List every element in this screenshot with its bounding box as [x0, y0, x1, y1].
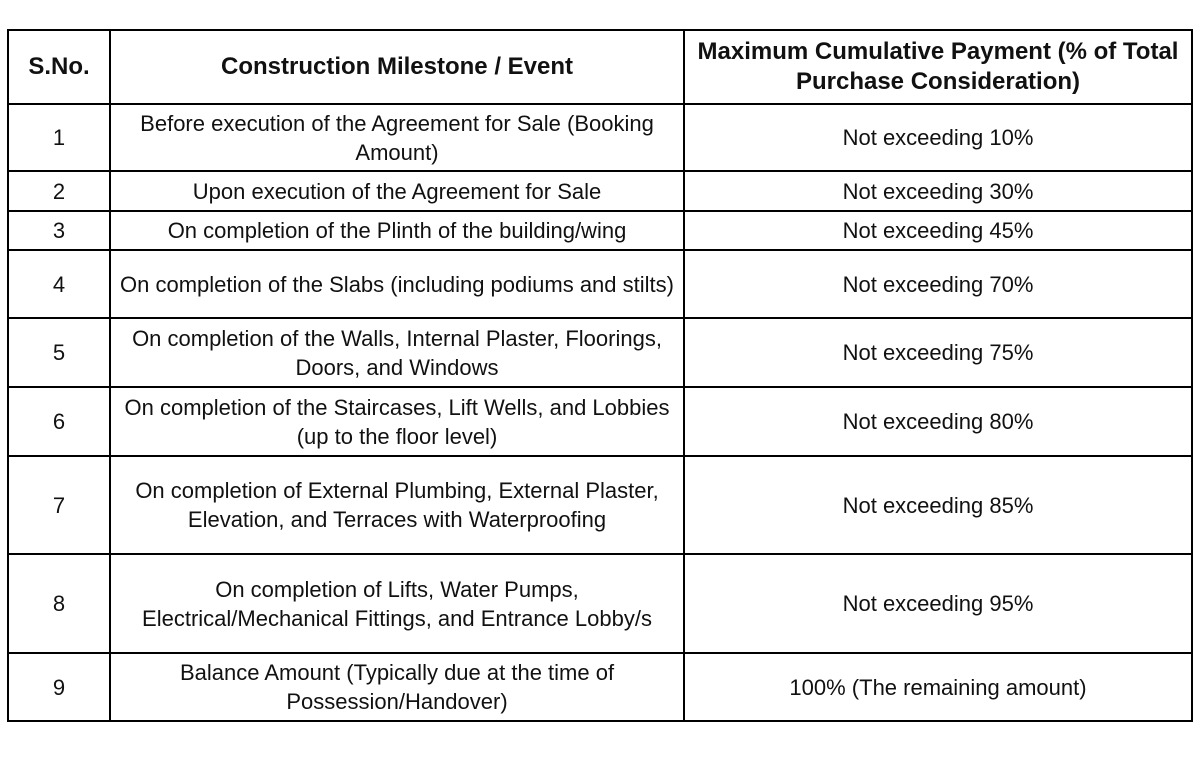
cell-milestone: On completion of External Plumbing, External Plaster, Elevation, and Terraces with Waterproofing: [110, 456, 684, 554]
cell-sno: 5: [8, 318, 110, 387]
cell-sno: 4: [8, 250, 110, 318]
table-row: [8, 104, 1192, 171]
cell-payment: Not exceeding 10%: [684, 104, 1192, 171]
header-sno: S.No.: [8, 30, 110, 104]
table-row: [8, 653, 1192, 721]
cell-sno: 9: [8, 653, 110, 721]
header-row: [8, 30, 1192, 104]
cell-sno: 3: [8, 211, 110, 250]
cell-payment: Not exceeding 70%: [684, 250, 1192, 318]
table-row: [8, 554, 1192, 653]
cell-milestone: On completion of the Slabs (including podiums and stilts): [110, 250, 684, 318]
cell-sno: 6: [8, 387, 110, 456]
cell-milestone: On completion of the Walls, Internal Plaster, Floorings, Doors, and Windows: [110, 318, 684, 387]
cell-milestone: Before execution of the Agreement for Sale (Booking Amount): [110, 104, 684, 171]
cell-payment: Not exceeding 30%: [684, 171, 1192, 211]
table-row: [8, 318, 1192, 387]
cell-payment: 100% (The remaining amount): [684, 653, 1192, 721]
table-row: [8, 211, 1192, 250]
cell-payment: Not exceeding 75%: [684, 318, 1192, 387]
cell-sno: 8: [8, 554, 110, 653]
cell-milestone: Balance Amount (Typically due at the time of Possession/Handover): [110, 653, 684, 721]
header-milestone: Construction Milestone / Event: [110, 30, 684, 104]
cell-payment: Not exceeding 45%: [684, 211, 1192, 250]
cell-milestone: Upon execution of the Agreement for Sale: [110, 171, 684, 211]
cell-milestone: On completion of the Plinth of the building/wing: [110, 211, 684, 250]
cell-sno: 7: [8, 456, 110, 554]
cell-sno: 2: [8, 171, 110, 211]
cell-payment: Not exceeding 95%: [684, 554, 1192, 653]
cell-milestone: On completion of the Staircases, Lift Wells, and Lobbies (up to the floor level): [110, 387, 684, 456]
table-row: [8, 171, 1192, 211]
cell-payment: Not exceeding 80%: [684, 387, 1192, 456]
cell-sno: 1: [8, 104, 110, 171]
table-row: [8, 456, 1192, 554]
table-row: [8, 250, 1192, 318]
header-payment: Maximum Cumulative Payment (% of Total Purchase Consideration): [684, 30, 1192, 104]
cell-milestone: On completion of Lifts, Water Pumps, Electrical/Mechanical Fittings, and Entrance Lobby/s: [110, 554, 684, 653]
table-row: [8, 387, 1192, 456]
cell-payment: Not exceeding 85%: [684, 456, 1192, 554]
payment-schedule-table: [7, 29, 1193, 722]
